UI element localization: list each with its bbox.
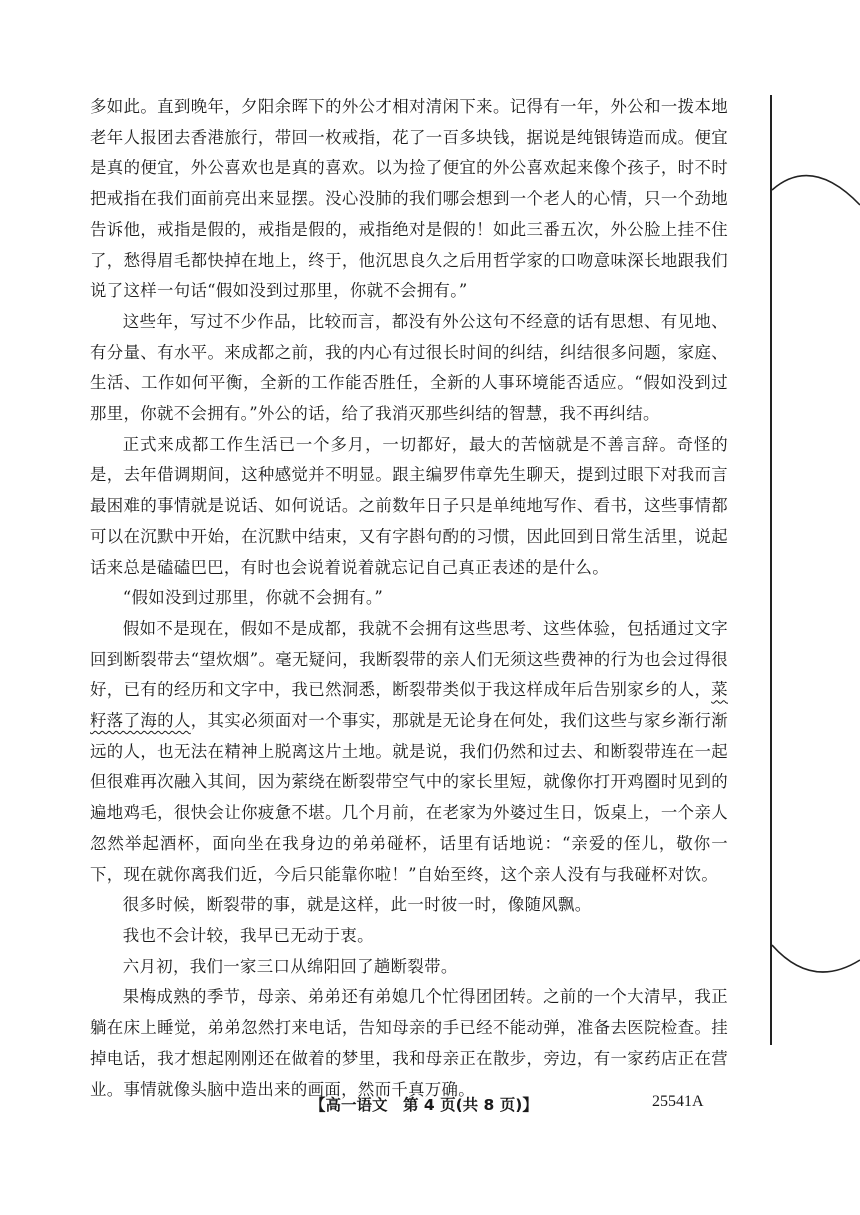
binding-margin-line (770, 95, 772, 1045)
underlined-phrase: 菜籽落了海的人 (90, 680, 728, 731)
footer-exam-code: 25541A (652, 1093, 704, 1110)
paragraph-5-after: ，其实必须面对一个事实，那就是无论身在何处，我们这些与家乡渐行渐远的人，也无法在精神上脱离这片土地。就是说，我们仍然和过去、和断裂带连在一起但很难再次融入其间，因为萦绕在断裂带空气中的家长里短，就像你打开鸡圈时见到的遍地鸡毛，很快会让你疲惫不堪。几个月前，在老家为外婆过生日，饭桌上，一个亲人忽然举起酒杯，面向坐在我身边的弟弟碰杯，话里有话地说：“亲爱的侄儿，敬你一下，现在就你离我们近，今后只能靠你啦！”自始至终，这个亲人没有与我碰杯对饮。 (90, 711, 728, 884)
paragraph-3: 正式来成都工作生活已一个多月，一切都好，最大的苦恼就是不善言辞。奇怪的是，去年借调期间，这种感觉并不明显。跟主编罗伟章先生聊天，提到过眼下对我而言最困难的事情就是说话、如何说话。之前数年日子只是单纯地写作、看书，这些事情都可以在沉默中开始，在沉默中结束，又有字斟句酌的习惯，因此回到日常生活里，说起话来总是磕磕巴巴，有时也会说着说着就忘记自己真正表述的是什么。 (90, 434, 728, 577)
paragraph-2: 这些年，写过不少作品，比较而言，都没有外公这句不经意的话有思想、有见地、有分量、有水平。来成都之前，我的内心有过很长时间的纠结，纠结很多问题，家庭、生活、工作如何平衡，全新的工作能否胜任，全新的人事环境能否适应。“假如没到过那里，你就不会拥有。”外公的话，给了我消灭那些纠结的智慧，我不再纠结。 (90, 311, 728, 424)
paragraph-7: 我也不会计较，我早已无动于衷。 (122, 925, 374, 945)
paragraph-5-before: 假如不是现在，假如不是成都，我就不会拥有这些思考、这些体验，包括通过文字回到断裂带去“望炊烟”。毫无疑问，我断裂带的亲人们无须这些费神的行为也会过得很好，已有的经历和文字中，我已然洞悉，断裂带类似于我这样成年后告别家乡的人， (90, 618, 728, 700)
paragraph-4: “假如没到过那里，你就不会拥有。” (122, 588, 384, 608)
page-footer (0, 1093, 860, 1117)
footer-page-info: 【高一语文 第 4 页(共 8 页)】 (310, 1096, 538, 1114)
article-body (90, 92, 728, 1105)
binding-curve-top (772, 150, 860, 210)
binding-curve-bottom (772, 940, 860, 1000)
paragraph-5 (90, 614, 728, 890)
paragraph-6: 很多时候，断裂带的事，就是这样，此一时彼一时，像随风飘。 (122, 895, 592, 915)
paragraph-1: 多如此。直到晚年，夕阳余晖下的外公才相对清闲下来。记得有一年，外公和一拨本地老年人报团去香港旅行，带回一枚戒指，花了一百多块钱，据说是纯银铸造而成。便宜是真的便宜，外公喜欢也是真的喜欢。以为捡了便宜的外公喜欢起来像个孩子，时不时把戒指在我们面前亮出来显摆。没心没肺的我们哪会想到一个老人的心情，只一个劲地告诉他，戒指是假的，戒指是假的，戒指绝对是假的！如此三番五次，外公脸上挂不住了，愁得眉毛都快掉在地上，终于，他沉思良久之后用哲学家的口吻意味深长地跟我们说了这样一句话“假如没到过那里，你就不会拥有。” (90, 97, 728, 301)
paragraph-9: 果梅成熟的季节，母亲、弟弟还有弟媳几个忙得团团转。之前的一个大清早，我正躺在床上睡觉，弟弟忽然打来电话，告知母亲的手已经不能动弹，准备去医院检查。挂掉电话，我才想起刚刚还在做着的梦里，我和母亲正在散步，旁边，有一家药店正在营业。事情就像头脑中造出来的画面，然而千真万确。 (90, 987, 728, 1099)
paragraph-8: 六月初，我们一家三口从绵阳回了趟断裂带。 (122, 956, 458, 976)
